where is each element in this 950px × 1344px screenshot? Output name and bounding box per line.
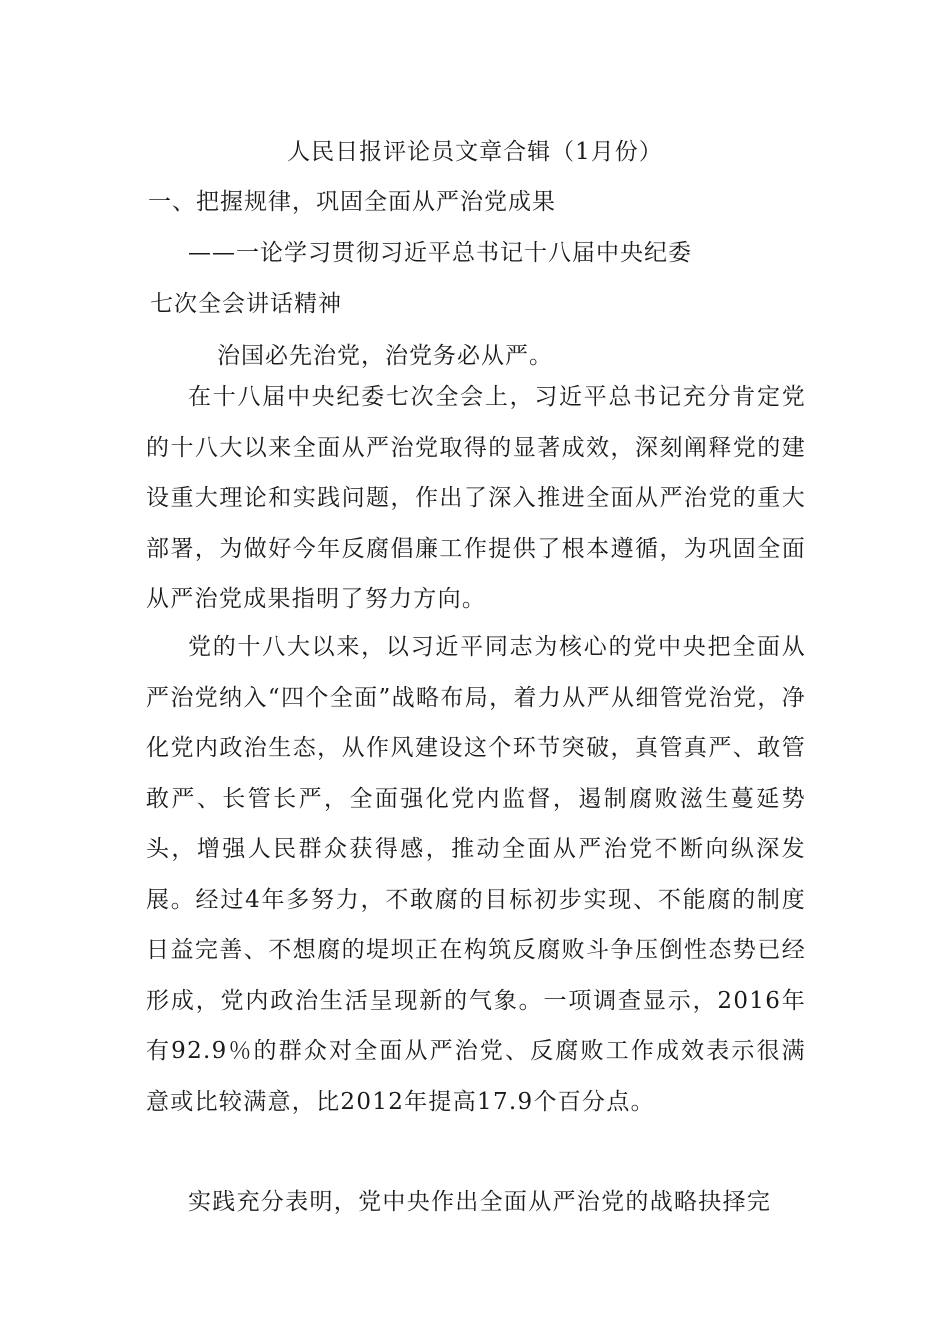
subtitle-line-2: 七次全会讲话精神 — [150, 291, 342, 317]
section-heading: 一、把握规律，巩固全面从严治党成果 — [148, 189, 556, 215]
body-paragraph-1: 在十八届中央纪委七次全会上，习近平总书记充分肯定党的十八大以来全面从严治党取得的显著成效，深刻阐释党的建设重大理论和实践问题，作出了深入推进全面从严治党的重大部署，为做好今年反腐倡廉工作提供了根本遵循，为巩固全面从严治党成果指明了努力方向。 — [146, 384, 806, 612]
document-title: 人民日报评论员文章合辑（1月份） — [287, 139, 663, 165]
lead-sentence: 治国必先治党，治党务必从严。 — [217, 343, 553, 369]
body-paragraph-2: 党的十八大以来，以习近平同志为核心的党中央把全面从严治党纳入“四个全面”战略布局，着力从严从细管党治党，净化党内政治生态，从作风建设这个环节突破，真管真严、敢管敢严、长管长严，全面强化党内监督，遏制腐败滋生蔓延势头，增强人民群众获得感，推动全面从严治党不断向纵深发展。经过4年多努力，不敢腐的目标初步实现、不能腐的制度日益完善、不想腐的堤坝正在构筑反腐败斗争压倒性态势已经形成，党内政治生活呈现新的气象。一项调查显示，2016年有92.9％的群众对全面从严治党、反腐败工作成效表示很满意或比较满意，比2012年提高17.9个百分点。 — [146, 634, 806, 1115]
subtitle-line-1: ——一论学习贯彻习近平总书记十八届中央纪委 — [188, 240, 692, 266]
body-paragraph-3: 实践充分表明，党中央作出全面从严治党的战略抉择完 — [188, 1189, 772, 1215]
